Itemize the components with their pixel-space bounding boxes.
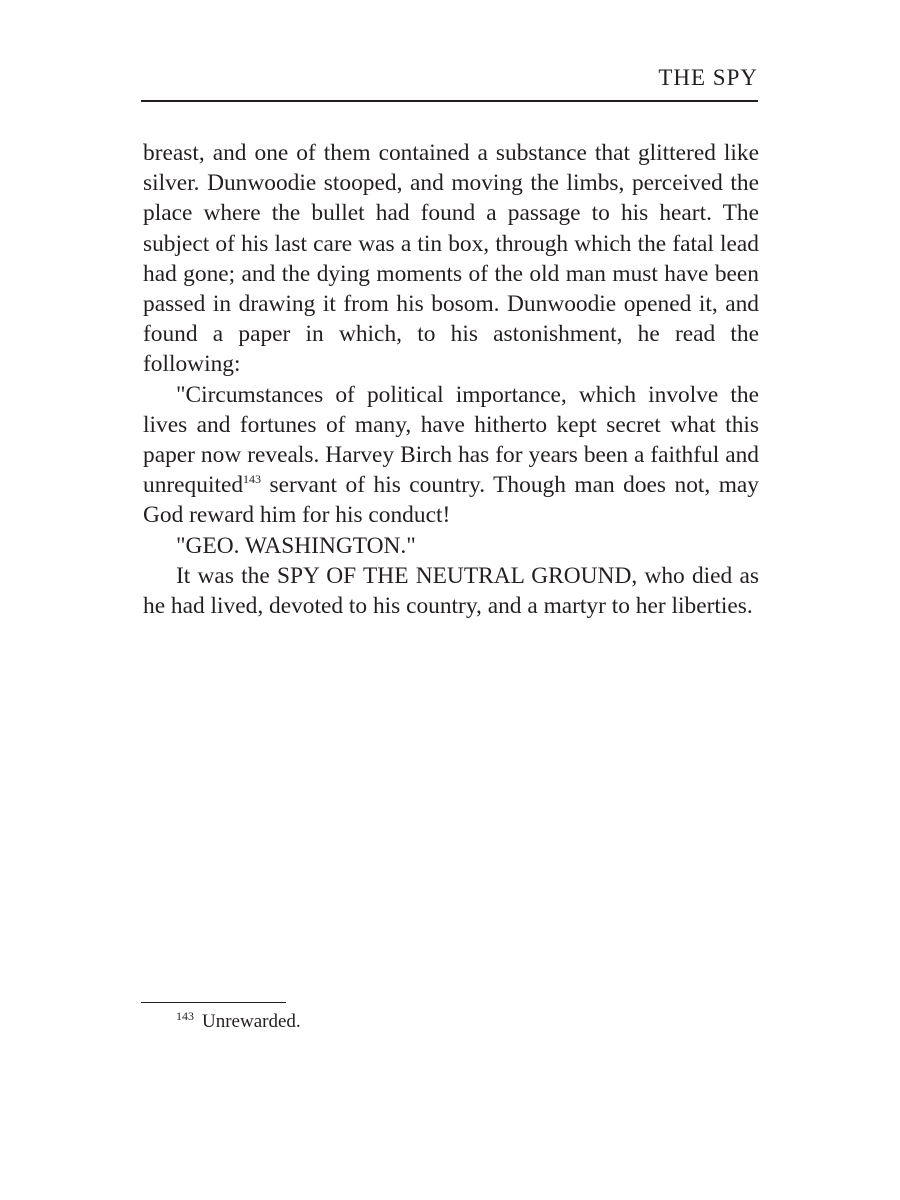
paragraph-4	[143, 561, 759, 621]
paragraph-2-text-end: servant of his country. Though man does not, may God reward him for his conduct!	[143, 472, 759, 529]
footnote	[176, 1010, 301, 1034]
paragraph-4-text-end: , who died as he had lived, devoted to his country, and a martyr to her liberties.	[143, 562, 759, 620]
footnote-text: Unrewarded.	[202, 1011, 301, 1032]
paragraph-1: breast, and one of them contained a substance that glittered like silver. Dunwoodie stooped, and moving the limbs, perceived the place where the bullet had found a passage to his heart. The subject of his last care was a tin box, through which the fatal lead had gone; and the dying moments of the old man must have been passed in drawing it from his bosom. Dunwoodie opened it, and found a paper in which, to his astonishment, he read the following:	[143, 140, 759, 378]
footnote-number: 143	[176, 1009, 194, 1023]
header-rule	[141, 100, 758, 102]
body-text	[143, 138, 759, 621]
footnote-rule	[141, 1002, 286, 1003]
paragraph-2	[143, 380, 759, 531]
paragraph-3-signature: "GEO. WASHINGTON."	[176, 532, 416, 559]
paragraph-4-text-start: It was the	[176, 562, 277, 589]
footnote-reference[interactable]: 143	[243, 472, 262, 487]
running-title: THE SPY	[658, 65, 758, 90]
paragraph-2-text-start: "Circumstances of political importance, which involve the lives and fortunes of many, have hitherto kept secret what this paper now reveals. Harvey Birch has for years been a faithful and unrequited	[143, 381, 759, 499]
paragraph-4-emphasis: SPY OF THE NEUTRAL GROUND	[277, 562, 632, 589]
